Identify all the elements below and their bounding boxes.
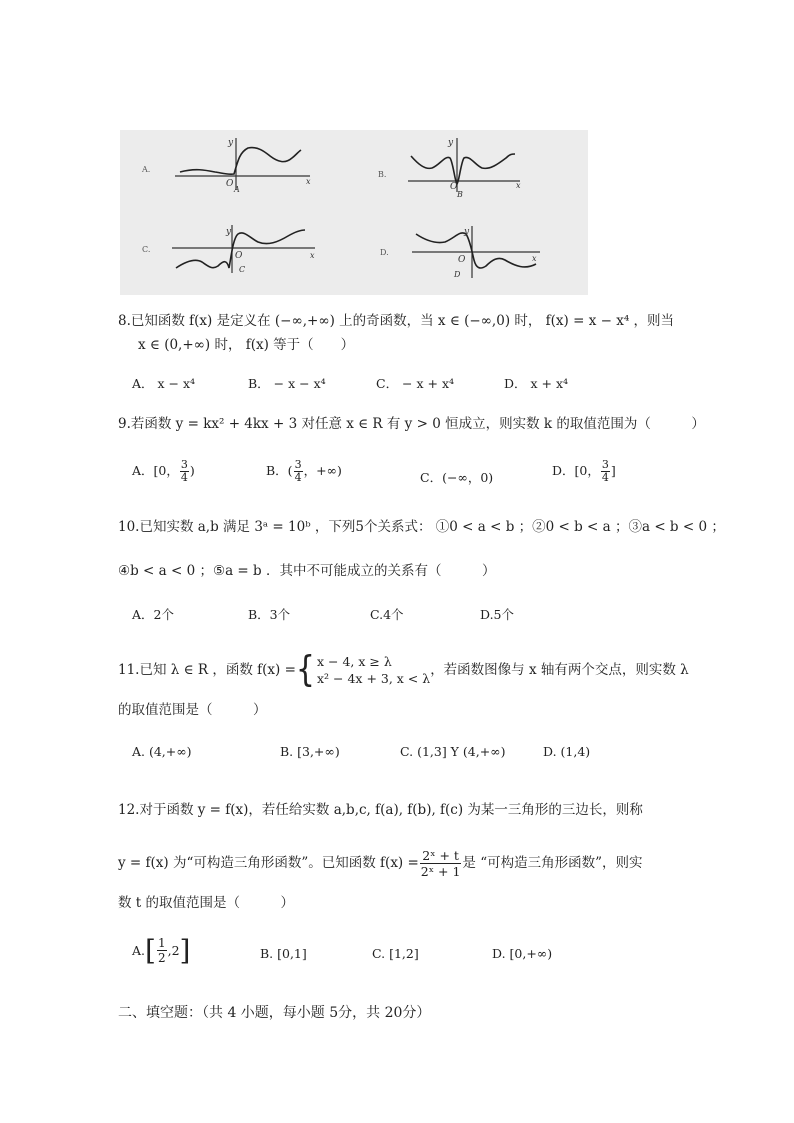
q9-option-d-denominator: 4 — [601, 471, 609, 484]
q11-suffix: ，若函数图像与 x 轴有两个交点，则实数 λ — [430, 662, 689, 678]
graph-b-sublabel: B — [457, 190, 463, 199]
q12-option-a-suffix: ,2 — [167, 943, 180, 958]
graph-b-x-label: x — [516, 181, 521, 190]
q11-line1 — [118, 648, 689, 692]
q12-option-a-prefix: A. — [132, 943, 146, 958]
q9-option-d-fraction — [601, 459, 610, 484]
q12-option-a-fraction — [157, 936, 167, 965]
graph-a-curve — [180, 148, 301, 175]
q10-line2: ④b < a < 0 ；⑤a = b ．其中不可能成立的关系有（ ） — [118, 563, 496, 579]
q9-option-b — [266, 459, 342, 484]
q11-cases — [317, 653, 430, 687]
graph-c-origin: O — [235, 251, 243, 261]
graph-a-label: A. — [142, 165, 151, 174]
q12-line2-suffix: 是 “可构造三角形函数”，则实 — [462, 855, 643, 871]
graph-c-curve — [176, 230, 305, 268]
q11-option-b: B. [3,+∞) — [280, 744, 340, 759]
q11-line2: 的取值范围是（ ） — [118, 702, 267, 718]
graph-d-origin: O — [458, 255, 466, 265]
graph-a-sublabel: A — [234, 185, 240, 194]
graph-b-y-label: y — [448, 138, 454, 148]
q11-piecewise — [295, 648, 431, 691]
q12-line1: 12.对于函数 y = f(x)，若任给实数 a,b,c, f(a), f(b), f(c) 为某一三角形的三边长，则称 — [118, 802, 643, 818]
q11-case-1: x − 4, x ≥ λ — [316, 654, 392, 669]
q10-option-c: C.4个 — [370, 607, 404, 622]
q12-option-d: D. [0,+∞) — [492, 946, 553, 961]
q10-option-d: D.5个 — [480, 607, 515, 622]
q12-option-c: C. [1,2] — [372, 946, 419, 961]
q12-option-a-close-bracket: ] — [179, 933, 191, 967]
q9-option-b-prefix: B．( — [266, 463, 293, 478]
q12-option-a — [132, 933, 191, 967]
q11-case-2: x² − 4x + 3, x < λ — [316, 671, 431, 686]
q9-option-d — [552, 459, 616, 484]
q12-option-a-numerator: 1 — [157, 936, 166, 950]
q8-option-b: B． − x − x⁴ — [248, 376, 326, 391]
graph-a-origin: O — [226, 179, 234, 189]
q9-option-a-numerator: 3 — [180, 458, 188, 471]
q9-option-a-fraction — [180, 459, 189, 484]
q9-option-b-denominator: 4 — [294, 471, 302, 484]
graph-d-curve — [416, 233, 536, 268]
q9-option-a-suffix: ) — [189, 463, 195, 478]
section-2-heading: 二、填空题：（共 4 小题，每小题 5分，共 20分） — [118, 1005, 431, 1021]
graph-c-y-label: y — [226, 227, 232, 237]
q11-brace: { — [295, 648, 315, 691]
q9-option-a-prefix: A．[0， — [132, 463, 179, 478]
graph-a-y-label: y — [228, 138, 234, 148]
q10-line1: 10.已知实数 a,b 满足 3ᵃ = 10ᵇ ，下列5个关系式： ①0 < a < b ；②0 < b < a ；③a < b < 0 ； — [118, 519, 725, 535]
q12-fraction-denominator: 2ˣ + 1 — [420, 863, 461, 879]
graph-options-image — [120, 130, 588, 295]
q9-option-d-numerator: 3 — [601, 458, 609, 471]
q8-line2: x ∈ (0,+∞) 时， f(x) 等于（ ） — [138, 337, 355, 353]
q12-function-fraction — [420, 848, 462, 879]
q9-line1: 9.若函数 y = kx² + 4kx + 3 对任意 x ∈ R 有 y > 0 恒成立，则实数 k 的取值范围为（ ） — [118, 416, 705, 432]
graph-d-sublabel: D — [454, 270, 461, 279]
graph-b-label: B. — [378, 170, 387, 179]
q9-option-c: C．(−∞，0) — [420, 470, 494, 485]
q12-option-b: B. [0,1] — [260, 946, 307, 961]
q8-option-c: C． − x + x⁴ — [376, 376, 455, 391]
q10-option-a: A．2个 — [132, 607, 174, 622]
q9-option-a — [132, 459, 195, 484]
q9-option-d-suffix: ] — [610, 463, 616, 478]
q11-option-c: C. (1,3] Y (4,+∞) — [400, 744, 506, 759]
graph-b-origin: O — [450, 182, 458, 192]
q11-option-a: A. (4,+∞) — [132, 744, 192, 759]
q12-option-a-open-bracket: [ — [145, 933, 156, 967]
q8-option-a: A． x − x⁴ — [132, 376, 196, 391]
q8-option-d: D． x + x⁴ — [504, 376, 569, 391]
q9-option-d-prefix: D．[0， — [552, 463, 600, 478]
graph-d-label: D. — [380, 248, 389, 257]
graph-b-curve — [411, 154, 515, 184]
q11-prefix: 11.已知 λ ∈ R ，函数 f(x) = — [118, 662, 296, 678]
graph-c-x-label: x — [310, 251, 315, 260]
graph-a-x-label: x — [306, 177, 311, 186]
q12-line3: 数 t 的取值范围是（ ） — [118, 895, 295, 911]
graph-d-x-label: x — [532, 254, 537, 263]
graph-c-label: C. — [142, 245, 151, 254]
q10-option-b: B．3个 — [248, 607, 291, 622]
q9-option-b-suffix: ，+∞) — [303, 463, 342, 478]
q11-option-d: D. (1,4) — [543, 744, 591, 759]
graph-options-svg — [120, 130, 588, 295]
q9-option-b-numerator: 3 — [294, 458, 302, 471]
q12-option-a-denominator: 2 — [157, 951, 166, 965]
graph-d-y-label: y — [464, 227, 470, 237]
q12-line2 — [118, 846, 643, 880]
q12-fraction-numerator: 2ˣ + t — [420, 848, 462, 864]
graph-c-sublabel: C — [239, 265, 246, 274]
q9-option-a-denominator: 4 — [180, 471, 188, 484]
q12-line2-prefix: y = f(x) 为“可构造三角形函数”。已知函数 f(x) = — [118, 855, 419, 871]
q8-line1: 8.已知函数 f(x) 是定义在 (−∞,+∞) 上的奇函数，当 x ∈ (−∞,0) 时， f(x) = x − x⁴ ，则当 — [118, 313, 675, 329]
q9-option-b-fraction — [294, 459, 303, 484]
